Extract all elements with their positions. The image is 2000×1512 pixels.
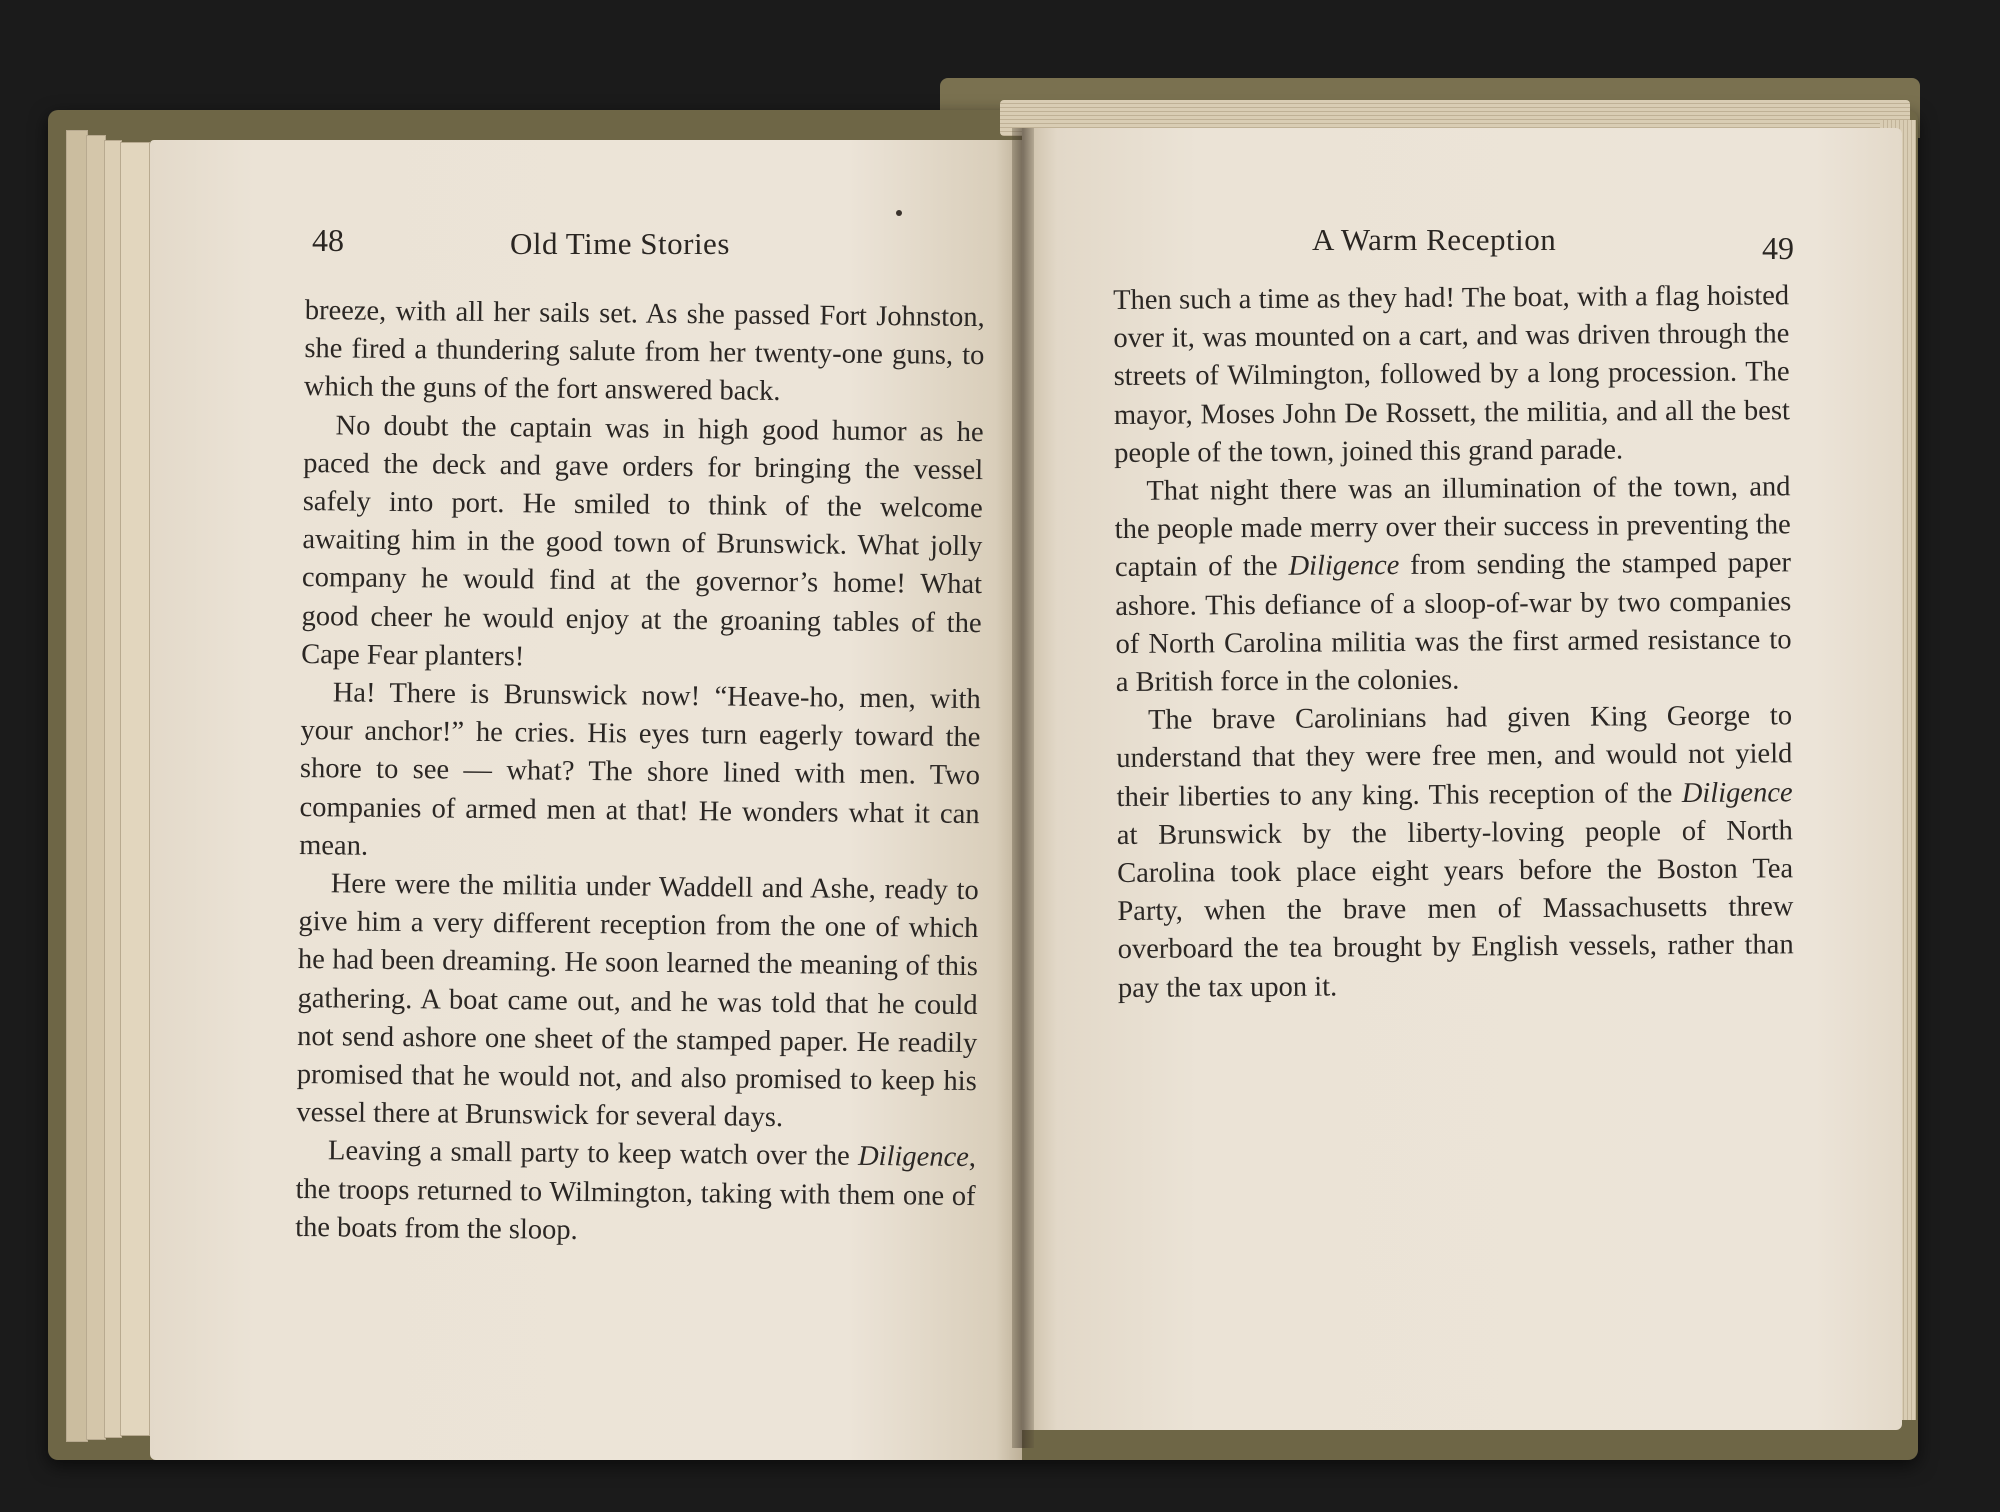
paragraph: Then such a time as they had! The boat, with a flag hoisted over it, was mounted on a cart, and was driven through the streets of Wilmington, followed by a long procession. The mayor, Moses John De Rossett, the militia, and all the best people of the town, joined this grand parade.	[1113, 280, 1791, 469]
paragraph	[295, 1132, 976, 1254]
paragraph-text: That night there was an illumination of the town, and the people made merry over their success in preventing the captain of the	[1114, 471, 1791, 584]
paragraph: Here were the militia under Waddell and Ashe, ready to give him a very different reception from the one of which he had been dreaming. He soon learned the meaning of this gathering. A boat came out, and he was told that he could not send ashore one sheet of the stamped paper. He readily promised that he would not, and also promised to keep his vessel there at Brunswick for several days.	[296, 868, 979, 1134]
book-gutter	[1012, 128, 1034, 1448]
left-page-body	[295, 292, 985, 1254]
right-page-body	[1113, 277, 1794, 1008]
paragraph: Ha! There is Brunswick now! “Heave-ho, men, with your anchor!” he cries. His eyes turn eagerly toward the shore to see — what? The shore lined with men. Two companies of armed men at that! He wonders what it can mean.	[299, 677, 981, 862]
page-edge-left	[66, 130, 88, 1442]
ship-name: Diligence	[1288, 550, 1400, 583]
ink-speck	[896, 210, 902, 216]
paragraph-text: , the troops returned to Wilmington, taking with them one of the boats from the sloop.	[295, 1142, 977, 1246]
paragraph-text: The brave Carolinians had given King George to understand that they were free men, and would not yield their liberties to any king. This reception of the	[1116, 700, 1793, 813]
paragraph-text: from sending the stamped paper ashore. This defiance of a sloop-of-war by two companies of North Carolina militia was the first armed resistance to a British force in the colonies.	[1115, 547, 1792, 699]
ship-name: Diligence	[857, 1141, 970, 1174]
paragraph: breeze, with all her sails set. As she passed Fort Johnston, she fired a thundering salute from her twenty-one guns, to which the guns of the fort answered back.	[303, 294, 985, 408]
paragraph	[1116, 698, 1794, 1008]
right-page-number: 49	[1762, 230, 1794, 266]
paragraph	[1114, 468, 1792, 702]
paragraph-text: at Brunswick by the liberty-loving people of North Carolina took place eight years before the Boston Tea Party, when the brave men of Massachusetts threw overboard the tea brought by English vessels, rather than pay the tax upon it.	[1116, 815, 1794, 1004]
ship-name: Diligence	[1681, 776, 1793, 809]
left-running-head: Old Time Stories	[510, 226, 730, 261]
page-edge-left	[120, 142, 150, 1436]
right-running-head: A Warm Reception	[1312, 222, 1557, 257]
paragraph: No doubt the captain was in high good humor as he paced the deck and gave orders for bringing the vessel safely into port. He smiled to think of the welcome awaiting him in the good town of Brunswick. What jolly company he would find at the governor’s home! What good cheer he would enjoy at the groaning tables of the Cape Fear planters!	[301, 409, 984, 673]
left-page-number: 48	[312, 222, 344, 258]
page-edge-left	[86, 135, 106, 1440]
paragraph-text: Leaving a small party to keep watch over the	[327, 1135, 859, 1173]
